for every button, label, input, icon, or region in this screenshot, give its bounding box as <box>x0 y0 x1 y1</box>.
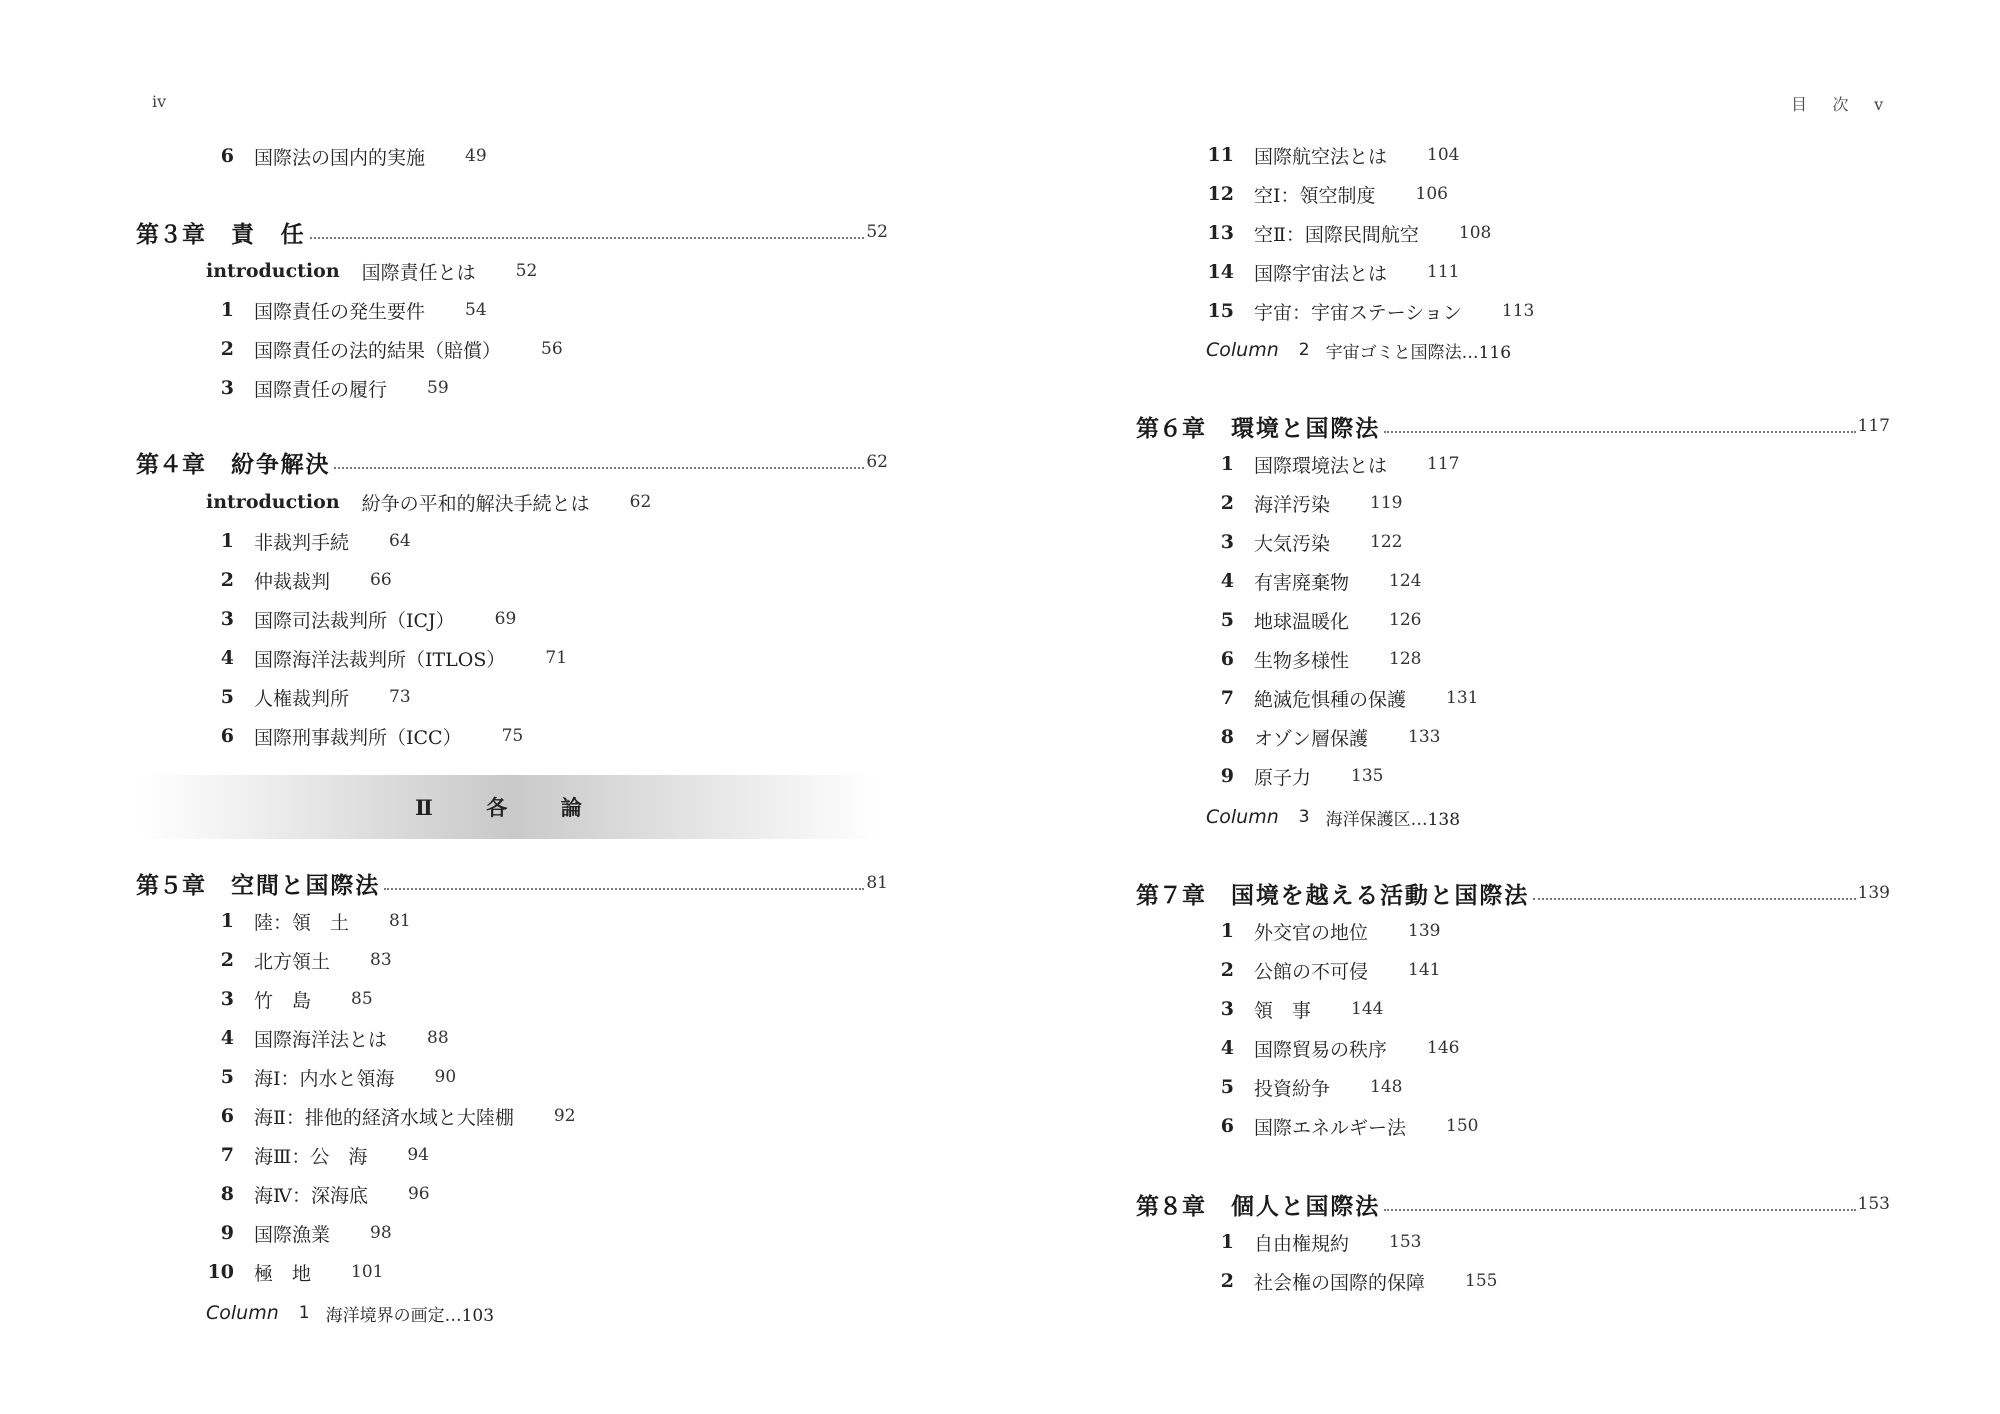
part-banner <box>140 775 880 839</box>
item-number: 1 <box>1220 1231 1234 1253</box>
introduction-item[interactable] <box>206 485 651 519</box>
chapter-page: 62 <box>866 452 888 472</box>
item-page: 62 <box>629 492 652 512</box>
column-label: Column <box>206 1302 279 1324</box>
toc-item[interactable] <box>1200 255 1459 289</box>
dot-leader <box>310 237 865 239</box>
item-title: 地球温暖化 <box>1254 610 1350 633</box>
item-title: 紛争の平和的解決手続とは <box>361 492 590 515</box>
item-title: 国際責任の発生要件 <box>254 300 426 323</box>
item-page: 85 <box>351 989 373 1009</box>
item-title: 国際刑事裁判所（ICC） <box>254 726 462 749</box>
item-title: 陸：領 土 <box>254 911 350 934</box>
toc-item[interactable] <box>200 641 567 675</box>
part-title: Ⅱ 各 論 <box>415 795 605 820</box>
item-page: 69 <box>494 609 517 629</box>
item-page: 153 <box>1389 1232 1422 1252</box>
item-number: 14 <box>1207 261 1234 283</box>
item-number: 10 <box>207 1261 234 1283</box>
item-page: 139 <box>1408 921 1441 941</box>
chapter-page: 139 <box>1857 883 1890 903</box>
column-number: 1 <box>298 1303 310 1323</box>
item-title: 海洋汚染 <box>1254 493 1331 516</box>
item-page: 106 <box>1415 184 1448 204</box>
item-page: 111 <box>1427 262 1460 282</box>
item-title: 仲裁裁判 <box>254 570 331 593</box>
item-title: 国際エネルギー法 <box>1254 1116 1407 1139</box>
dot-leader <box>1533 898 1855 900</box>
item-title: 国際宇宙法とは <box>1254 262 1388 285</box>
column-text: 宇宙ゴミと国際法…116 <box>1325 342 1512 363</box>
item-title: 国際責任とは <box>361 261 476 284</box>
item-title: 生物多様性 <box>1254 649 1350 672</box>
item-title: 大気汚染 <box>1254 532 1331 555</box>
item-number: 3 <box>220 608 234 630</box>
item-title: 国際漁業 <box>254 1223 331 1246</box>
item-page: 122 <box>1370 532 1403 552</box>
toc-item[interactable] <box>1200 1264 1497 1298</box>
item-title: 社会権の国際的保障 <box>1254 1271 1426 1294</box>
chapter-number: 第３章 <box>136 220 205 248</box>
chapter-heading[interactable] <box>136 215 888 249</box>
item-title: 非裁判手続 <box>254 531 350 554</box>
item-page: 108 <box>1458 223 1492 243</box>
chapter-number: 第５章 <box>136 871 205 899</box>
column-text: 海洋保護区…138 <box>1325 809 1461 830</box>
chapter-page: 117 <box>1857 416 1890 436</box>
item-number: 15 <box>1207 300 1234 322</box>
item-page: 104 <box>1427 145 1460 165</box>
chapter-heading[interactable] <box>1136 1187 1890 1221</box>
toc-item[interactable] <box>1200 1031 1459 1065</box>
item-number: 2 <box>220 338 234 360</box>
item-number: 2 <box>1220 492 1234 514</box>
item-page: 101 <box>351 1262 384 1282</box>
toc-item[interactable] <box>1200 720 1440 754</box>
toc-item[interactable] <box>1200 138 1459 172</box>
introduction-item[interactable] <box>206 254 537 288</box>
dot-leader <box>384 888 864 890</box>
item-page: 75 <box>501 726 524 746</box>
item-title: 空Ⅱ：国際民間航空 <box>1254 223 1419 246</box>
item-number: 6 <box>220 725 234 747</box>
item-number: 6 <box>220 1105 234 1127</box>
item-number: 5 <box>1220 609 1234 631</box>
chapter-number: 第６章 <box>1136 414 1205 442</box>
item-number: 4 <box>220 1027 234 1049</box>
column-number: 2 <box>1298 340 1310 360</box>
item-number: 11 <box>1207 144 1234 166</box>
item-title: 国際海洋法とは <box>254 1028 388 1051</box>
toc-item[interactable] <box>1200 216 1491 250</box>
right-page <box>1000 0 2000 1414</box>
toc-item[interactable] <box>200 680 411 714</box>
chapter-title: 個人と国際法 <box>1231 1192 1381 1220</box>
item-page: 66 <box>370 570 392 590</box>
item-number: 5 <box>1220 1076 1234 1098</box>
item-page: 146 <box>1427 1038 1460 1058</box>
column-number: 3 <box>1298 807 1310 827</box>
toc-item[interactable] <box>1200 914 1440 948</box>
toc-item[interactable] <box>1200 1225 1421 1259</box>
toc-item[interactable] <box>200 332 563 366</box>
chapter-heading[interactable] <box>1136 876 1890 910</box>
item-page: 49 <box>465 146 487 166</box>
item-page: 92 <box>553 1106 576 1126</box>
toc-item[interactable] <box>1200 1070 1402 1104</box>
item-title: 北方領土 <box>254 950 331 973</box>
item-page: 131 <box>1446 688 1479 708</box>
item-page: 144 <box>1351 999 1384 1019</box>
dot-leader <box>1384 431 1856 433</box>
item-page: 94 <box>407 1145 429 1165</box>
item-number: 2 <box>1220 1270 1234 1292</box>
toc-item[interactable] <box>200 602 516 636</box>
chapter-number: 第７章 <box>1136 881 1205 909</box>
item-page: 88 <box>427 1028 449 1048</box>
item-page: 126 <box>1389 610 1422 630</box>
column-label: Column <box>1206 806 1279 828</box>
toc-item[interactable] <box>200 1021 449 1055</box>
item-page: 124 <box>1389 571 1422 591</box>
toc-item[interactable] <box>200 293 487 327</box>
item-page: 64 <box>389 531 411 551</box>
item-title: 国際司法裁判所（ICJ） <box>254 609 455 632</box>
toc-item[interactable] <box>1200 486 1402 520</box>
toc-item[interactable] <box>1200 642 1421 676</box>
item-number: 5 <box>220 686 234 708</box>
item-number: 1 <box>220 910 234 932</box>
item-number: 2 <box>1220 959 1234 981</box>
item-title: 公館の不可侵 <box>1254 960 1369 983</box>
toc-item[interactable] <box>200 719 523 753</box>
item-number: 7 <box>220 1144 234 1166</box>
item-number: 1 <box>1220 453 1234 475</box>
chapter-heading[interactable] <box>136 866 888 900</box>
chapter-title: 空間と国際法 <box>231 871 381 899</box>
item-page: 148 <box>1370 1077 1403 1097</box>
toc-item[interactable] <box>1200 294 1534 328</box>
item-page: 54 <box>465 300 487 320</box>
chapter-number: 第８章 <box>1136 1192 1205 1220</box>
chapter-title: 紛争解決 <box>231 450 331 478</box>
item-title: 海Ⅳ：深海底 <box>254 1184 368 1207</box>
item-title: 宇宙：宇宙ステーション <box>1254 301 1462 324</box>
item-number: 1 <box>1220 920 1234 942</box>
item-title: 絶滅危惧種の保護 <box>1254 688 1407 711</box>
dot-leader <box>1384 1209 1856 1211</box>
dot-leader <box>334 467 864 469</box>
item-title: 竹 島 <box>254 989 312 1012</box>
item-title: 国際環境法とは <box>1254 454 1388 477</box>
toc-item[interactable] <box>200 1060 456 1094</box>
item-number: 8 <box>1220 726 1234 748</box>
chapter-heading[interactable] <box>1136 409 1890 443</box>
item-number: 6 <box>1220 648 1234 670</box>
item-number: 3 <box>1220 998 1234 1020</box>
toc-item[interactable] <box>1200 525 1402 559</box>
item-title: 原子力 <box>1254 766 1312 789</box>
toc-item[interactable] <box>1200 564 1421 598</box>
item-number: 4 <box>1220 1037 1234 1059</box>
item-title: 国際航空法とは <box>1254 145 1388 168</box>
column-item[interactable] <box>1206 333 1511 367</box>
item-page: 128 <box>1389 649 1422 669</box>
toc-item[interactable] <box>200 1099 576 1133</box>
toc-item[interactable] <box>1200 177 1448 211</box>
item-title: 国際法の国内的実施 <box>254 146 426 169</box>
item-number: 2 <box>220 569 234 591</box>
item-page: 155 <box>1465 1271 1498 1291</box>
item-title: 国際責任の履行 <box>254 378 388 401</box>
item-number: 4 <box>220 647 234 669</box>
item-page: 141 <box>1408 960 1441 980</box>
column-item[interactable] <box>206 1296 494 1330</box>
item-number: 4 <box>1220 570 1234 592</box>
toc-item[interactable] <box>1200 992 1383 1026</box>
toc-item[interactable] <box>1200 603 1421 637</box>
item-title: 国際責任の法的結果（賠償） <box>254 339 502 362</box>
item-number: 13 <box>1207 222 1234 244</box>
item-number: 12 <box>1207 183 1234 205</box>
item-title: 極 地 <box>254 1262 312 1285</box>
column-label: Column <box>1206 339 1279 361</box>
item-title: 自由権規約 <box>1254 1232 1350 1255</box>
toc-item[interactable] <box>200 139 487 173</box>
toc-item[interactable] <box>1200 447 1459 481</box>
item-number: 1 <box>220 530 234 552</box>
item-title: 国際貿易の秩序 <box>1254 1038 1388 1061</box>
item-title: 外交官の地位 <box>1254 921 1369 944</box>
item-page: 133 <box>1408 727 1441 747</box>
toc-item[interactable] <box>1200 681 1478 715</box>
toc-item[interactable] <box>1200 759 1383 793</box>
column-text: 海洋境界の画定…103 <box>325 1305 495 1326</box>
chapter-page: 52 <box>866 222 888 242</box>
item-page: 98 <box>370 1223 392 1243</box>
item-page: 90 <box>434 1067 457 1087</box>
item-page: 113 <box>1501 301 1535 321</box>
chapter-number: 第４章 <box>136 450 205 478</box>
chapter-title: 責 任 <box>231 220 306 248</box>
item-title: 海Ⅲ：公 海 <box>254 1145 368 1168</box>
item-title: 人権裁判所 <box>254 687 350 710</box>
item-number: 5 <box>220 1066 234 1088</box>
toc-item[interactable] <box>200 1255 383 1289</box>
item-page: 56 <box>541 339 563 359</box>
item-page: 52 <box>515 261 538 281</box>
item-title: 領 事 <box>1254 999 1312 1022</box>
toc-item[interactable] <box>200 563 392 597</box>
item-page: 135 <box>1351 766 1384 786</box>
introduction-label: introduction <box>206 260 340 282</box>
item-number: 9 <box>1220 765 1234 787</box>
item-title: オゾン層保護 <box>1254 727 1369 750</box>
item-page: 96 <box>407 1184 430 1204</box>
toc-item[interactable] <box>200 1177 430 1211</box>
toc-item[interactable] <box>1200 1109 1478 1143</box>
item-title: 国際海洋法裁判所（ITLOS） <box>254 648 506 671</box>
toc-item[interactable] <box>200 524 411 558</box>
item-page: 119 <box>1370 493 1403 513</box>
page-number: iv <box>152 92 167 111</box>
item-page: 73 <box>389 687 411 707</box>
item-number: 1 <box>220 299 234 321</box>
toc-item[interactable] <box>200 904 411 938</box>
item-number: 2 <box>220 949 234 971</box>
column-item[interactable] <box>1206 800 1460 834</box>
chapter-title: 国境を越える活動と国際法 <box>1231 881 1530 909</box>
item-title: 海Ⅰ：内水と領海 <box>254 1067 395 1090</box>
item-title: 投資紛争 <box>1254 1077 1331 1100</box>
item-number: 3 <box>220 377 234 399</box>
toc-item[interactable] <box>200 371 449 405</box>
item-number: 6 <box>1220 1115 1234 1137</box>
item-number: 7 <box>1220 687 1234 709</box>
chapter-page: 81 <box>866 873 888 893</box>
introduction-label: introduction <box>206 491 340 513</box>
item-number: 9 <box>220 1222 234 1244</box>
chapter-title: 環境と国際法 <box>1231 414 1381 442</box>
item-title: 有害廃棄物 <box>1254 571 1350 594</box>
toc-item[interactable] <box>200 1216 392 1250</box>
item-page: 83 <box>370 950 392 970</box>
toc-item[interactable] <box>1200 953 1440 987</box>
page-header: 目 次 v <box>1790 95 1888 114</box>
item-title: 空Ⅰ：領空制度 <box>1254 184 1376 207</box>
item-title: 海Ⅱ：排他的経済水域と大陸棚 <box>254 1106 514 1129</box>
item-page: 117 <box>1427 454 1460 474</box>
chapter-page: 153 <box>1857 1194 1890 1214</box>
toc-item[interactable] <box>200 1138 429 1172</box>
item-number: 6 <box>220 145 234 167</box>
item-page: 150 <box>1446 1116 1479 1136</box>
chapter-heading[interactable] <box>136 445 888 479</box>
item-page: 71 <box>545 648 568 668</box>
toc-item[interactable] <box>200 982 373 1016</box>
item-page: 81 <box>389 911 411 931</box>
item-number: 3 <box>1220 531 1234 553</box>
item-number: 3 <box>220 988 234 1010</box>
item-page: 59 <box>427 378 449 398</box>
item-number: 8 <box>220 1183 234 1205</box>
toc-item[interactable] <box>200 943 392 977</box>
